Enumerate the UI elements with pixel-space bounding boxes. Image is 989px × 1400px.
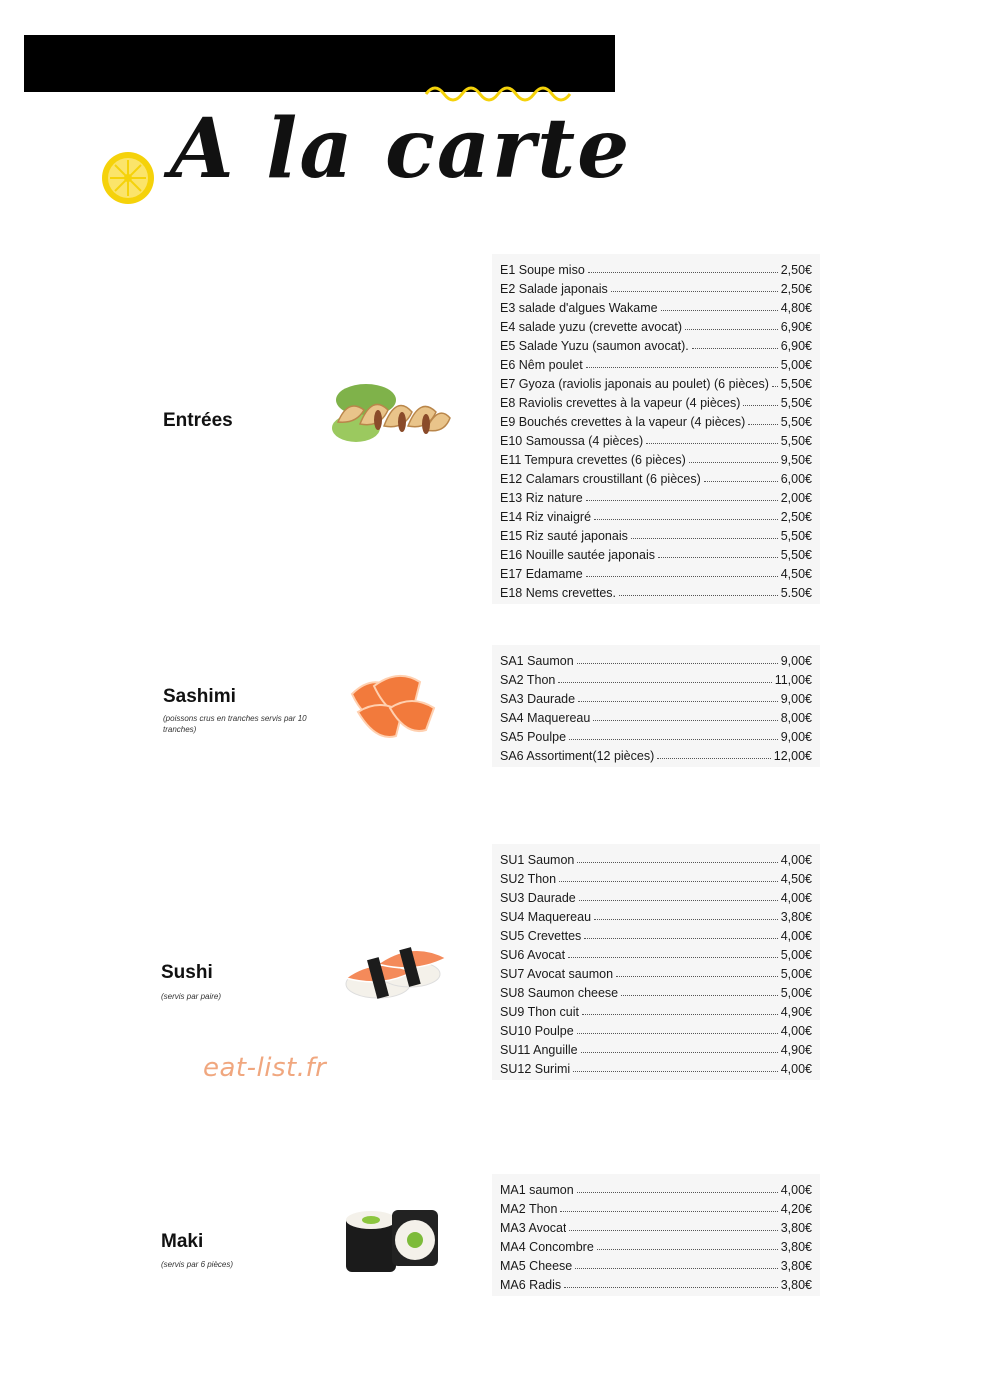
- menu-item-row: [500, 668, 812, 687]
- section-title-maki: Maki: [161, 1231, 204, 1252]
- menu-item-row: [500, 1216, 812, 1235]
- menu-item-price: 4,50€: [780, 872, 812, 886]
- menu-item-row: [500, 924, 812, 943]
- dot-leader: [569, 739, 778, 740]
- menu-item-row: [500, 372, 812, 391]
- menu-item-name: SU2 Thon: [500, 872, 557, 886]
- dot-leader: [616, 976, 778, 977]
- menu-item-price: 5,50€: [780, 434, 812, 448]
- menu-item-price: 4,00€: [780, 853, 812, 867]
- menu-item-price: 4,20€: [780, 1202, 812, 1216]
- menu-item-name: SA4 Maquereau: [500, 711, 591, 725]
- menu-item-row: [500, 410, 812, 429]
- dot-leader: [569, 1230, 777, 1231]
- dot-leader: [586, 367, 778, 368]
- menu-item-name: SA2 Thon: [500, 673, 556, 687]
- menu-item-name: MA6 Radis: [500, 1278, 562, 1292]
- menu-item-name: E11 Tempura crevettes (6 pièces): [500, 453, 686, 467]
- menu-item-row: [500, 886, 812, 905]
- menu-item-name: E6 Nêm poulet: [500, 358, 583, 372]
- menu-item-price: 5,00€: [780, 986, 812, 1000]
- menu-item-row: [500, 1254, 812, 1273]
- dot-leader: [586, 576, 778, 577]
- menu-item-row: [500, 1000, 812, 1019]
- menu-item-name: SA1 Saumon: [500, 654, 574, 668]
- menu-item-price: 4,80€: [780, 301, 812, 315]
- menu-item-name: E13 Riz nature: [500, 491, 583, 505]
- menu-item-name: MA2 Thon: [500, 1202, 558, 1216]
- menu-item-name: E16 Nouille sautée japonais: [500, 548, 655, 562]
- dot-leader: [772, 386, 778, 387]
- menu-item-row: [500, 543, 812, 562]
- menu-item-price: 6,90€: [780, 339, 812, 353]
- menu-item-row: [500, 258, 812, 277]
- menu-item-row: [500, 943, 812, 962]
- menu-item-price: 3,80€: [780, 910, 812, 924]
- menu-item-name: E5 Salade Yuzu (saumon avocat).: [500, 339, 689, 353]
- menu-item-price: 6,00€: [780, 472, 812, 486]
- dot-leader: [582, 1014, 778, 1015]
- menu-item-name: E15 Riz sauté japonais: [500, 529, 628, 543]
- menu-item-price: 9,00€: [780, 692, 812, 706]
- menu-item-price: 2,00€: [780, 491, 812, 505]
- dot-leader: [573, 1071, 778, 1072]
- menu-item-price: 5,50€: [780, 415, 812, 429]
- menu-item-price: 5,00€: [780, 358, 812, 372]
- menu-item-price: 4,00€: [780, 929, 812, 943]
- menu-item-row: [500, 981, 812, 1000]
- menu-item-price: 5,00€: [780, 967, 812, 981]
- menu-list-sushi: [492, 844, 820, 1080]
- menu-item-name: SU3 Daurade: [500, 891, 576, 905]
- menu-item-name: E12 Calamars croustillant (6 pièces): [500, 472, 701, 486]
- menu-item-price: 5.50€: [780, 586, 812, 600]
- dot-leader: [559, 881, 778, 882]
- menu-item-row: [500, 524, 812, 543]
- dot-leader: [560, 1211, 777, 1212]
- section-note-sushi: (servis par paire): [161, 992, 222, 1001]
- dot-leader: [748, 424, 777, 425]
- menu-item-price: 2,50€: [780, 510, 812, 524]
- menu-item-name: MA4 Concombre: [500, 1240, 594, 1254]
- menu-item-row: [500, 1019, 812, 1038]
- menu-item-name: MA5 Cheese: [500, 1259, 573, 1273]
- gyoza-dish-image: [326, 372, 456, 454]
- menu-item-name: SU8 Saumon cheese: [500, 986, 619, 1000]
- menu-item-price: 9,00€: [780, 730, 812, 744]
- menu-item-price: 5,00€: [780, 948, 812, 962]
- dot-leader: [743, 405, 777, 406]
- section-title-sushi: Sushi: [161, 962, 213, 983]
- menu-item-row: [500, 296, 812, 315]
- dot-leader: [661, 310, 778, 311]
- menu-item-price: 5,50€: [780, 377, 812, 391]
- lemon-icon: [100, 150, 156, 206]
- cucumber-maki-image: [344, 1206, 442, 1276]
- dot-leader: [588, 272, 778, 273]
- menu-item-price: 2,50€: [780, 263, 812, 277]
- menu-item-row: [500, 848, 812, 867]
- menu-item-price: 6,90€: [780, 320, 812, 334]
- menu-item-row: [500, 1197, 812, 1216]
- dot-leader: [621, 995, 778, 996]
- menu-item-name: E18 Nems crevettes.: [500, 586, 617, 600]
- menu-item-price: 2,50€: [780, 282, 812, 296]
- menu-item-row: [500, 867, 812, 886]
- menu-item-name: E1 Soupe miso: [500, 263, 585, 277]
- watermark: eat-list.fr: [203, 1053, 327, 1083]
- menu-item-price: 5,50€: [780, 396, 812, 410]
- menu-item-price: 4,00€: [780, 1183, 812, 1197]
- menu-item-row: [500, 706, 812, 725]
- menu-item-price: 3,80€: [780, 1221, 812, 1235]
- menu-item-name: SU4 Maquereau: [500, 910, 592, 924]
- menu-item-row: [500, 448, 812, 467]
- menu-item-row: [500, 1057, 812, 1076]
- menu-item-name: SU10 Poulpe: [500, 1024, 574, 1038]
- menu-item-name: E9 Bouchés crevettes à la vapeur (4 pièces): [500, 415, 746, 429]
- menu-item-price: 8,00€: [780, 711, 812, 725]
- dot-leader: [657, 758, 771, 759]
- dot-leader: [658, 557, 778, 558]
- dot-leader: [619, 595, 778, 596]
- menu-item-name: E10 Samoussa (4 pièces): [500, 434, 644, 448]
- menu-item-name: SU1 Saumon: [500, 853, 575, 867]
- section-note-maki: (servis par 6 pièces): [161, 1260, 234, 1269]
- dot-leader: [575, 1268, 777, 1269]
- menu-item-price: 4,00€: [780, 891, 812, 905]
- menu-item-row: [500, 562, 812, 581]
- menu-item-row: [500, 391, 812, 410]
- dot-leader: [704, 481, 778, 482]
- menu-item-row: [500, 1273, 812, 1292]
- dot-leader: [577, 1033, 778, 1034]
- menu-item-name: SA6 Assortiment(12 pièces): [500, 749, 655, 763]
- menu-item-row: [500, 581, 812, 600]
- menu-item-name: SA5 Poulpe: [500, 730, 567, 744]
- dot-leader: [594, 519, 778, 520]
- menu-item-price: 3,80€: [780, 1259, 812, 1273]
- menu-item-price: 4,00€: [780, 1062, 812, 1076]
- dot-leader: [594, 919, 778, 920]
- dot-leader: [689, 462, 778, 463]
- menu-item-name: MA3 Avocat: [500, 1221, 567, 1235]
- menu-item-row: [500, 353, 812, 372]
- menu-item-row: [500, 486, 812, 505]
- dot-leader: [577, 663, 778, 664]
- dot-leader: [692, 348, 778, 349]
- menu-item-name: E2 Salade japonais: [500, 282, 608, 296]
- dot-leader: [564, 1287, 778, 1288]
- menu-item-row: [500, 467, 812, 486]
- section-note-sashimi: (poissons crus en tranches servis par 10 tranches): [163, 714, 307, 734]
- menu-item-row: [500, 277, 812, 296]
- menu-item-name: E8 Raviolis crevettes à la vapeur (4 pièces): [500, 396, 741, 410]
- menu-item-price: 4,90€: [780, 1005, 812, 1019]
- dot-leader: [685, 329, 778, 330]
- dot-leader: [586, 500, 778, 501]
- menu-item-row: [500, 905, 812, 924]
- menu-item-price: 4,90€: [780, 1043, 812, 1057]
- menu-item-price: 11,00€: [774, 673, 812, 687]
- menu-item-name: E17 Edamame: [500, 567, 583, 581]
- menu-list-entrees: [492, 254, 820, 604]
- dot-leader: [577, 1192, 778, 1193]
- dot-leader: [568, 957, 778, 958]
- menu-item-name: E3 salade d'algues Wakame: [500, 301, 658, 315]
- menu-item-price: 9,00€: [780, 654, 812, 668]
- menu-item-name: SU5 Crevettes: [500, 929, 582, 943]
- menu-item-name: E14 Riz vinaigré: [500, 510, 592, 524]
- menu-item-row: [500, 744, 812, 763]
- shrimp-sushi-image: [338, 934, 450, 1004]
- menu-item-row: [500, 334, 812, 353]
- menu-item-row: [500, 1235, 812, 1254]
- dot-leader: [578, 701, 778, 702]
- dot-leader: [558, 682, 771, 683]
- menu-item-row: [500, 1038, 812, 1057]
- menu-item-row: [500, 315, 812, 334]
- menu-item-price: 3,80€: [780, 1240, 812, 1254]
- page-title: A la carte: [170, 101, 632, 197]
- dot-leader: [597, 1249, 778, 1250]
- menu-item-row: [500, 429, 812, 448]
- menu-item-price: 5,50€: [780, 548, 812, 562]
- menu-list-sashimi: [492, 645, 820, 767]
- menu-item-price: 5,50€: [780, 529, 812, 543]
- menu-item-price: 9,50€: [780, 453, 812, 467]
- dot-leader: [579, 900, 778, 901]
- menu-item-name: SU12 Surimi: [500, 1062, 571, 1076]
- menu-item-price: 4,50€: [780, 567, 812, 581]
- menu-item-name: E4 salade yuzu (crevette avocat): [500, 320, 683, 334]
- menu-item-price: 3,80€: [780, 1278, 812, 1292]
- section-title-entrees: Entrées: [163, 410, 233, 431]
- menu-item-row: [500, 649, 812, 668]
- dot-leader: [646, 443, 778, 444]
- menu-item-row: [500, 962, 812, 981]
- dot-leader: [577, 862, 777, 863]
- menu-item-name: SU7 Avocat saumon: [500, 967, 614, 981]
- dot-leader: [581, 1052, 778, 1053]
- salmon-sashimi-image: [344, 664, 439, 744]
- menu-list-maki: [492, 1174, 820, 1296]
- section-title-sashimi: Sashimi: [163, 686, 236, 707]
- menu-item-row: [500, 1178, 812, 1197]
- menu-item-row: [500, 725, 812, 744]
- menu-item-row: [500, 687, 812, 706]
- dot-leader: [584, 938, 777, 939]
- menu-item-name: SU9 Thon cuit: [500, 1005, 579, 1019]
- menu-item-name: SA3 Daurade: [500, 692, 576, 706]
- dot-leader: [631, 538, 778, 539]
- menu-item-price: 4,00€: [780, 1024, 812, 1038]
- menu-item-name: SU11 Anguille: [500, 1043, 578, 1057]
- menu-item-price: 12,00€: [773, 749, 812, 763]
- menu-item-name: E7 Gyoza (raviolis japonais au poulet) (6 pièces): [500, 377, 769, 391]
- menu-item-name: MA1 saumon: [500, 1183, 574, 1197]
- menu-item-name: SU6 Avocat: [500, 948, 566, 962]
- dot-leader: [611, 291, 778, 292]
- menu-item-row: [500, 505, 812, 524]
- dot-leader: [593, 720, 777, 721]
